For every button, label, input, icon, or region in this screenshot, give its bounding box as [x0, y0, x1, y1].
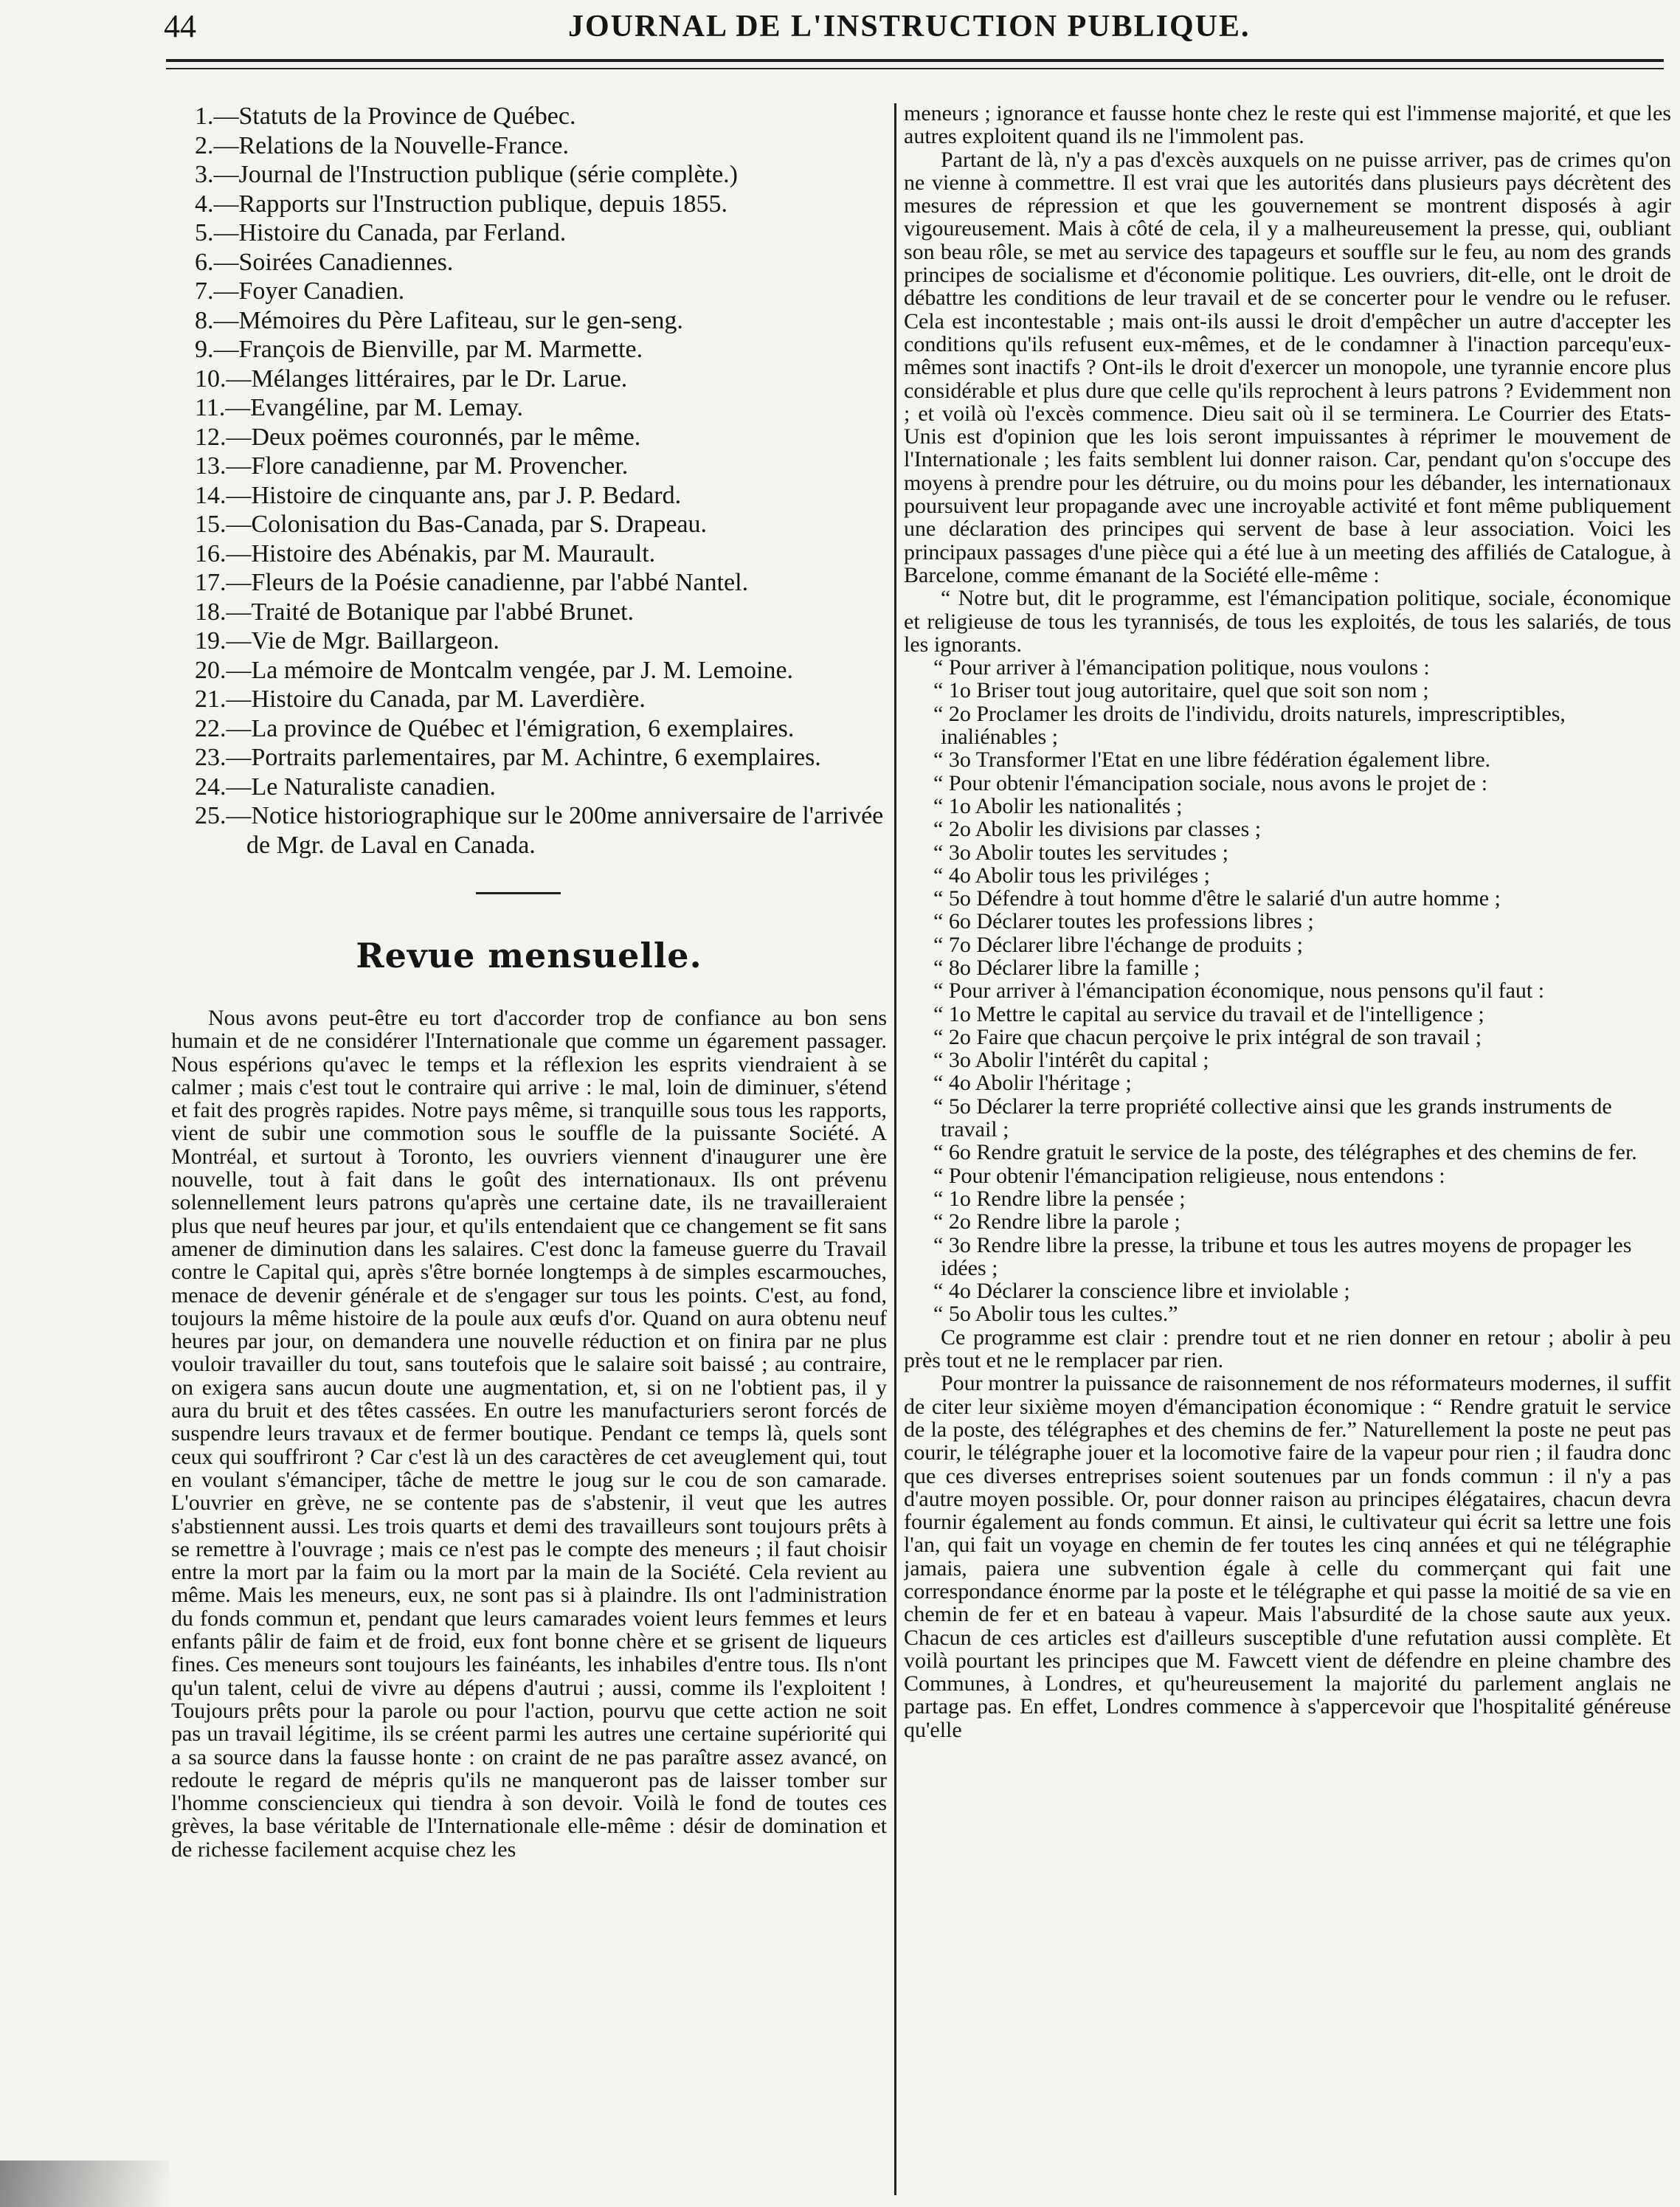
- book-list-item: 20.—La mémoire de Montcalm vengée, par J. M. Lemoine.: [195, 656, 794, 684]
- book-list-item: 7.—Foyer Canadien.: [195, 277, 405, 305]
- book-list-item: 8.—Mémoires du Père Lafiteau, sur le gen-seng.: [195, 306, 683, 334]
- program-heading: “ Pour arriver à l'émancipation politique, nous voulons :: [933, 655, 1430, 680]
- article-paragraph: Pour montrer la puissance de raisonnement de nos réformateurs modernes, il suffit de citer leur sixième moyen d'émancipation économique : “ Rendre gratuit le service de la poste, des télégraphes et des chemins de fer.” Naturellement la poste ne peut pas courir, le télégraphe jouer et la locomotive faire de la vapeur pour rien ; il faudra donc que ces diverses entreprises soient soutenues par un fonds commun : il n'y a pas d'autre moyen possible. Or, pour donner raison au principes élégataires, chacun devra fournir également au fonds commun. Et ainsi, le cultivateur qui écrit sa lettre une fois l'an, qui fait un voyage en chemin de fer toutes les cinq années et qui ne télégraphie jamais, paiera une subvention égale à celle du commerçant qui fait une correspondance énorme par la poste et le télégraphe et qui passe la moitié de sa vie en chemin de fer et en bateau à vapeur. Mais l'absurdité de la chose saute aux yeux. Chacun de ces articles est d'ailleurs susceptible d'une refutation aussi complète. Et voilà pourtant les principes que M. Fawcett vient de défendre en pleine chambre des Communes, à Londres, et qu'heureusement la majorité du parlement anglais ne partage pas. En effet, Londres commence à s'appercevoir que l'hospitalité généreuse qu'elle: [904, 1371, 1671, 1742]
- book-list-item: 12.—Deux poëmes couronnés, par le même.: [195, 423, 641, 451]
- program-item: “ 1o Briser tout joug autoritaire, quel que soit son nom ;: [933, 678, 1429, 703]
- program-item: “ 3o Abolir toutes les servitudes ;: [933, 840, 1228, 865]
- book-list: [171, 102, 887, 860]
- program-quote: “ Notre but, dit le programme, est l'émancipation politique, sociale, économique et religieuse de tous les tyrannisés, de tous les exploités, de tous les salariés, de tous les ignorants.: [904, 586, 1671, 657]
- article-paragraph: meneurs ; ignorance et fausse honte chez le reste qui est l'immense majorité, et que les autres exploitent quand ils ne l'immolent pas.: [904, 102, 1671, 149]
- program-item: “ 4o Abolir l'héritage ;: [933, 1071, 1132, 1096]
- book-list-item: 4.—Rapports sur l'Instruction publique, depuis 1855.: [195, 190, 727, 218]
- book-list-item: 6.—Soirées Canadiennes.: [195, 248, 454, 276]
- book-list-item: 14.—Histoire de cinquante ans, par J. P. Bedard.: [195, 481, 682, 509]
- page-number: 44: [164, 8, 196, 44]
- scan-smudge: [0, 2161, 170, 2207]
- book-list-item: 21.—Histoire du Canada, par M. Laverdière.: [195, 685, 646, 713]
- program-item: “ 6o Rendre gratuit le service de la poste, des télégraphes et des chemins de fer.: [933, 1140, 1637, 1165]
- left-column: [171, 102, 887, 2201]
- book-list-item: 13.—Flore canadienne, par M. Provencher.: [195, 452, 629, 480]
- article-paragraph: Partant de là, n'y a pas d'excès auxquels on ne puisse arriver, pas de crimes qu'on ne vienne à commettre. Il est vrai que les autorités dans plusieurs pays décrètent des mesures de répression et que les gouvernement se montrent disposés à agir vigoureusement. Mais à côté de cela, il y a malheureusement la presse, qui, oubliant son beau rôle, se met au service des tapageurs et souffle sur le feu, au nom des grands principes de socialisme et d'économie politique. Les ouvriers, dit-elle, ont le droit de débattre les conditions de leur travail et de se concerter pour le vendre ou le refuser. Cela est incontestable ; mais ont-ils aussi le droit d'empêcher un autre d'accepter les conditions qu'ils refusent eux-mêmes, et de le condamner à l'inaction parcequ'eux-mêmes sont inactifs ? Ont-ils le droit d'exercer un monopole, une tyrannie encore plus considérable et plus dure que celle qu'ils reprochent à leurs patrons ? Evidemment non ; et voilà où l'excès commence. Dieu sait où il se terminera. Le Courrier des Etats-Unis est d'opinion que les lois seront impuissantes à réprimer le mouvement de l'Internationale ; les faits semblent lui donner raison. Car, pendant qu'on s'occupe des moyens à prendre pour les détruire, ou du moins pour les débander, les internationaux poursuivent leur propagande avec une incroyable activité et font même publiquement une déclaration des principes qui servent de base à leur association. Voici les principaux passages d'une pièce qui a été lue à un meeting des affiliés de Catalogue, à Barcelone, comme émanant de la Société elle-même :: [904, 147, 1671, 587]
- book-list-item: 23.—Portraits parlementaires, par M. Achintre, 6 exemplaires.: [195, 744, 821, 771]
- book-list-item: 24.—Le Naturaliste canadien.: [195, 773, 496, 801]
- program-item: “ 3o Transformer l'Etat en une libre fédération également libre.: [933, 747, 1491, 773]
- program-item: “ 1o Mettre le capital au service du travail et de l'intelligence ;: [933, 1001, 1484, 1026]
- program-heading: “ Pour obtenir l'émancipation religieuse, nous entendons :: [933, 1163, 1445, 1188]
- program-item: “ 4o Abolir tous les priviléges ;: [933, 863, 1210, 888]
- program-item: “ 5o Abolir tous les cultes.”: [933, 1302, 1178, 1327]
- journal-title: JOURNAL DE L'INSTRUCTION PUBLIQUE.: [568, 10, 1251, 44]
- program-heading: “ Pour arriver à l'émancipation économique, nous pensons qu'il faut :: [933, 978, 1545, 1004]
- program-item: “ 5o Défendre à tout homme d'être le salarié d'un autre homme ;: [933, 886, 1501, 911]
- program-item: “ 2o Proclamer les droits de l'individu, droits naturels, imprescriptibles, inaliénables ;: [933, 701, 1566, 750]
- program-heading: “ Pour obtenir l'émancipation sociale, nous avons le projet de :: [933, 770, 1488, 795]
- book-list-item: 1.—Statuts de la Province de Québec.: [195, 103, 576, 130]
- program-item: “ 2o Rendre libre la parole ;: [933, 1209, 1181, 1234]
- program-item: “ 8o Déclarer libre la famille ;: [933, 955, 1200, 980]
- article-paragraph: Ce programme est clair : prendre tout et ne rien donner en retour ; abolir à peu près tout et ne le remplacer par rien.: [904, 1324, 1671, 1373]
- program-item: “ 6o Déclarer toutes les professions libres ;: [933, 909, 1314, 934]
- article-paragraph: Nous avons peut-être eu tort d'accorder trop de confiance au bon sens humain et de ne considérer l'Internationale que comme un égarement passager. Nous espérions qu'avec le temps et la réflexion les esprits viendraient à se calmer ; mais c'est tout le contraire qui arrive : le mal, loin de diminuer, s'étend et fait des progrès rapides. Notre pays même, si tranquille sous tous les rapports, vient de subir une commotion sous le souffle de la puissante Société. A Montréal, et surtout à Toronto, les ouvriers viennent d'inaugurer une ère nouvelle, tout à fait dans le goût des internationaux. Ils ont prévenu solennellement leurs patrons qu'après une certaine date, ils ne travailleraient plus que neuf heures par jour, et qu'ils entendaient que ce changement se fit sans amener de diminution dans les salaires. C'est donc la fameuse guerre du Travail contre le Capital qui, après s'être bornée longtemps à de simples escarmouches, menace de devenir générale et de s'engager sur tous les points. C'est, au fond, toujours la même histoire de la poule aux œufs d'or. Quand on aura obtenu neuf heures par jour, on demandera une nouvelle réduction et on finira par ne plus vouloir travailler du tout, sans toutefois que le salaire soit baissé ; au contraire, on exigera sans aucun doute une augmentation, et, si on ne l'obtient pas, il y aura du bruit et des têtes cassées. En outre les manufacturiers seront forcés de suspendre leurs travaux et de fermer boutique. Pendant ce temps là, quels sont ceux qui souffriront ? Car c'est là un des caractères de cet aveuglement qui, tout en voulant s'émanciper, tâche de mettre le joug sur le cou de son camarade. L'ouvrier en grève, ne se contente pas de s'abstenir, il veut que les autres s'abstiennent aussi. Les trois quarts et demi des travailleurs sont toujours prêts à se remettre à l'ouvrage ; mais ce n'est pas le compte des meneurs ; il faut choisir entre la mort par la faim ou la mort par la main de la Société. Cela revient au même. Mais les meneurs, eux, ne sont pas si à plaindre. Ils ont l'administration du fonds commun et, pendant que leurs camarades voient leurs femmes et leurs enfants pâlir de faim et de froid, eux font bonne chère et se grisent de liqueurs fines. Ces meneurs sont toujours les fainéants, les inhabiles d'entre tous. Ils n'ont qu'un talent, celui de vivre au dépens d'autrui ; aussi, comme ils l'exploitent ! Toujours prêts pour la parole ou pour l'action, pourvu que cette action ne soit pas un travail légitime, ils se créent parmi les autres une certaine supériorité qui a sa source dans la fausse honte : on craint de ne pas paraître assez avancé, on redoute le regard de mépris qu'ils ne manqueront pas de laisser tomber sur l'homme consciencieux qui tiendra à son devoir. Voilà le fond de toutes ces grèves, la base véritable de l'Internationale elle-même : désir de domination et de richesse facilement acquise chez les: [171, 1006, 887, 1862]
- column-divider: [894, 103, 896, 2195]
- book-list-item: 3.—Journal de l'Instruction publique (série complète.): [195, 161, 738, 188]
- book-list-item: 15.—Colonisation du Bas-Canada, par S. Drapeau.: [195, 511, 708, 538]
- book-list-item: 9.—François de Bienville, par M. Marmette.: [195, 336, 643, 363]
- right-column: [904, 102, 1671, 2201]
- program-item: “ 2o Abolir les divisions par classes ;: [933, 817, 1262, 842]
- book-list-item: 10.—Mélanges littéraires, par le Dr. Larue.: [195, 365, 628, 393]
- program-item: “ 4o Déclarer la conscience libre et inviolable ;: [933, 1279, 1350, 1304]
- program-item: “ 1o Rendre libre la pensée ;: [933, 1186, 1186, 1211]
- book-list-item: 16.—Histoire des Abénakis, par M. Maurault.: [195, 539, 656, 567]
- program-item: “ 3o Rendre libre la presse, la tribune et tous les autres moyens de propager les idées ;: [933, 1232, 1632, 1280]
- program-item: “ 5o Déclarer la terre propriété collective ainsi que les grands instruments de travail ;: [933, 1094, 1612, 1142]
- book-list-item: 5.—Histoire du Canada, par Ferland.: [195, 219, 567, 246]
- book-list-item: 22.—La province de Québec et l'émigration, 6 exemplaires.: [195, 714, 795, 742]
- book-list-item: 18.—Traité de Botanique par l'abbé Brunet.: [195, 598, 635, 626]
- program-item: “ 3o Abolir l'intérêt du capital ;: [933, 1048, 1209, 1073]
- book-list-item: 2.—Relations de la Nouvelle-France.: [195, 131, 570, 159]
- book-list-item: 19.—Vie de Mgr. Baillargeon.: [195, 627, 499, 654]
- program-item: “ 2o Faire que chacun perçoive le prix intégral de son travail ;: [933, 1024, 1482, 1049]
- section-title: Revue mensuelle.: [356, 936, 702, 975]
- program-item: “ 1o Abolir les nationalités ;: [933, 793, 1183, 818]
- book-list-item: 11.—Evangéline, par M. Lemay.: [195, 394, 524, 421]
- book-list-item: 25.—Notice historiographique sur le 200me anniversaire de l'arrivée de Mgr. de Laval en Canada.: [195, 802, 884, 859]
- header-rule-thin: [166, 68, 1664, 69]
- section-separator: [476, 892, 561, 894]
- book-list-item: 17.—Fleurs de la Poésie canadienne, par l'abbé Nantel.: [195, 569, 749, 596]
- program-item: “ 7o Déclarer libre l'échange de produits ;: [933, 932, 1304, 957]
- header-rule: [166, 59, 1664, 62]
